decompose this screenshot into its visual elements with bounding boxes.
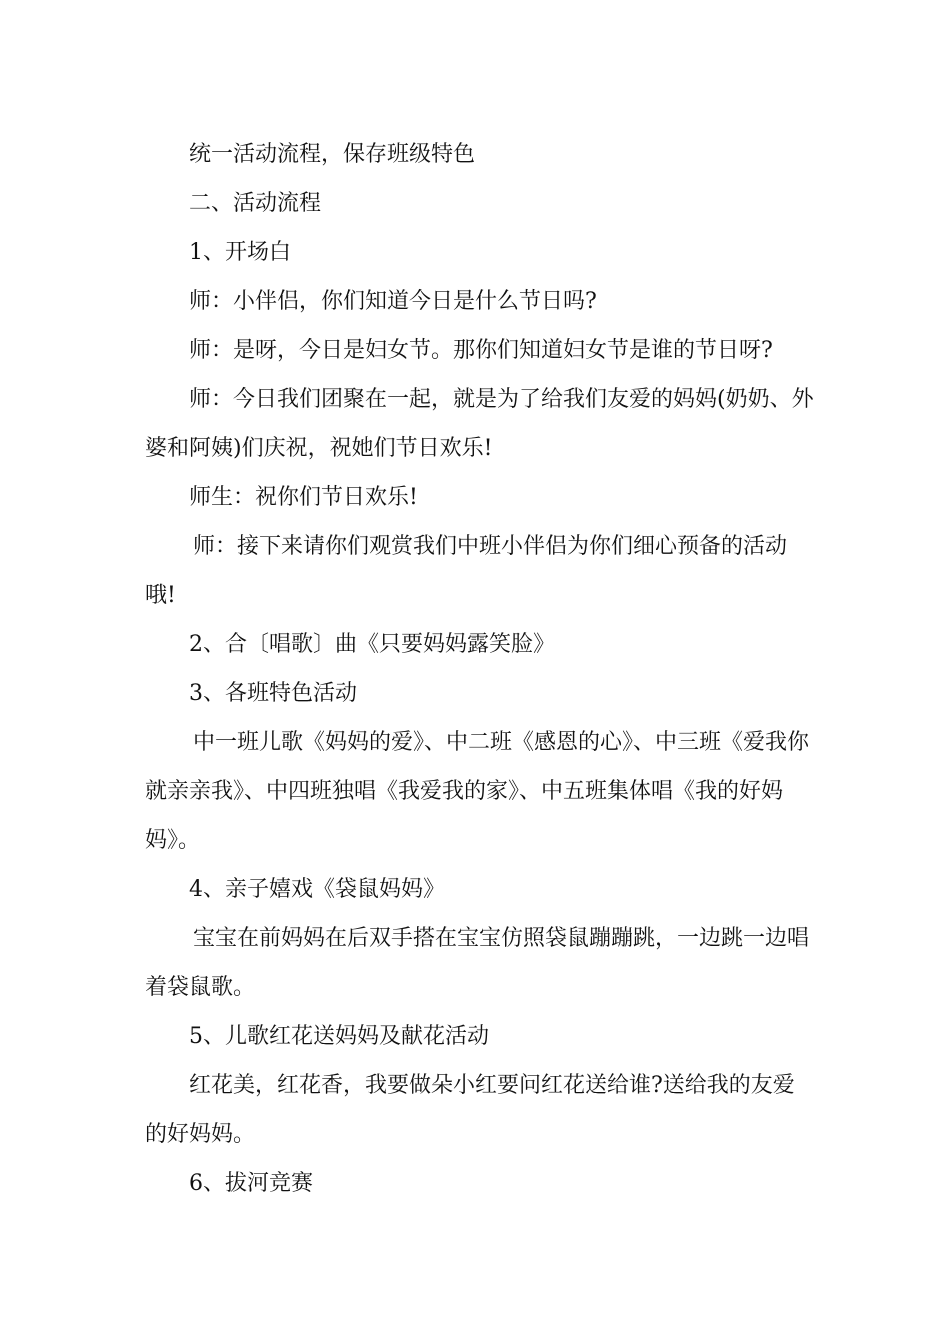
paragraph-flower-rhyme: 红花美，红花香，我要做朵小红要问红花送给谁?送给我的友爱的好妈妈。 [145,1073,795,1147]
document-body [145,130,815,1208]
dialogue-line-1: 师：小伴侣，你们知道今日是什么节日吗? [189,289,597,314]
paragraph-kangaroo-game: 宝宝在前妈妈在后双手搭在宝宝仿照袋鼠蹦蹦跳，一边跳一边唱着袋鼠歌。 [145,926,810,1000]
section-heading-activity-flow: 二、活动流程 [189,191,322,216]
item-heading-kangaroo-game: 4、亲子嬉戏《袋鼠妈妈》 [189,877,445,902]
item-heading-tug-of-war: 6、拔河竞赛 [189,1171,313,1196]
dialogue-line-3: 师：今日我们团聚在一起，就是为了给我们友爱的妈妈(奶奶、外婆和阿姨)们庆祝，祝她们节日欢乐! [145,387,814,461]
paragraph-class-activities: 中一班儿歌《妈妈的爱》、中二班《感恩的心》、中三班《爱我你就亲亲我》、中四班独唱《我爱我的家》、中五班集体唱《我的好妈妈》。 [145,730,810,853]
dialogue-line-5: 师：接下来请你们观赏我们中班小伴侣为你们细心预备的活动哦! [145,534,788,608]
paragraph-summary: 统一活动流程，保存班级特色 [189,142,476,167]
item-heading-class-activities: 3、各班特色活动 [189,681,357,706]
item-heading-flower-activity: 5、儿歌红花送妈妈及献花活动 [189,1024,489,1049]
dialogue-line-2: 师：是呀，今日是妇女节。那你们知道妇女节是谁的节日呀? [189,338,773,363]
dialogue-line-4: 师生：祝你们节日欢乐! [189,485,418,510]
item-heading-chorus: 2、合〔唱歌〕曲《只要妈妈露笑脸》 [189,632,555,657]
item-heading-opening: 1、开场白 [189,240,291,265]
